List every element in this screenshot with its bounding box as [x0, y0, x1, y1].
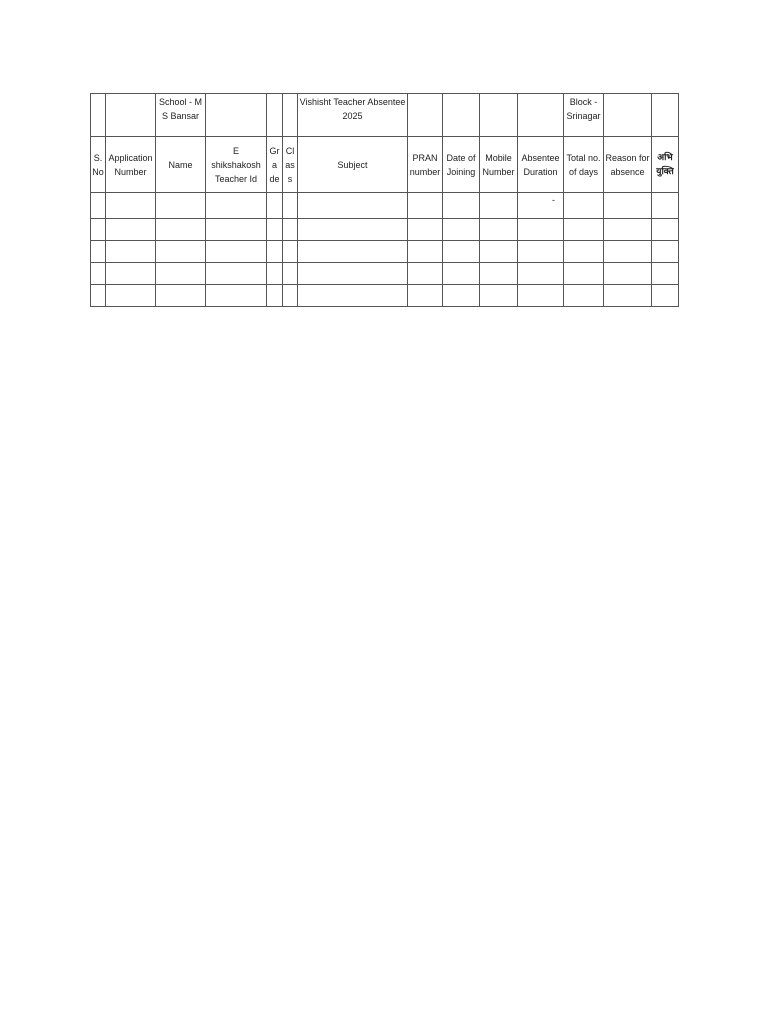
cell: [106, 263, 156, 285]
cell: [267, 285, 283, 307]
school-label: School - M S Bansar: [156, 94, 206, 137]
cell: [283, 241, 298, 263]
header-total-days: Total no. of days: [564, 137, 604, 193]
cell: [267, 94, 283, 137]
cell: [283, 285, 298, 307]
cell: [283, 193, 298, 219]
cell: [267, 219, 283, 241]
cell: [480, 263, 518, 285]
cell: [106, 193, 156, 219]
cell: [604, 219, 652, 241]
header-mobile: Mobile Number: [480, 137, 518, 193]
header-subject: Subject: [298, 137, 408, 193]
cell: [604, 285, 652, 307]
cell: [91, 285, 106, 307]
cell: [298, 285, 408, 307]
cell: [408, 94, 443, 137]
title-row: [91, 94, 679, 137]
cell: [206, 193, 267, 219]
cell: [564, 241, 604, 263]
cell: [156, 241, 206, 263]
cell: [443, 94, 480, 137]
cell: [652, 219, 679, 241]
cell: [443, 219, 480, 241]
cell: [480, 94, 518, 137]
cell: [267, 263, 283, 285]
cell: [91, 219, 106, 241]
cell: [564, 285, 604, 307]
cell: [156, 219, 206, 241]
cell: [106, 219, 156, 241]
cell: [206, 219, 267, 241]
cell: [564, 219, 604, 241]
cell: [206, 285, 267, 307]
cell: [604, 94, 652, 137]
header-remarks: अभि युक्ति: [652, 137, 679, 193]
header-row: [91, 137, 679, 193]
table-row: [91, 219, 679, 241]
cell: [91, 241, 106, 263]
cell: [156, 193, 206, 219]
cell: [408, 241, 443, 263]
cell: [564, 263, 604, 285]
header-grade: Gra de: [267, 137, 283, 193]
cell: [106, 241, 156, 263]
table-row: [91, 285, 679, 307]
cell: [206, 94, 267, 137]
cell: [206, 263, 267, 285]
cell: [443, 285, 480, 307]
table-row: [91, 193, 679, 219]
cell: [518, 94, 564, 137]
cell: [652, 94, 679, 137]
cell: [652, 285, 679, 307]
cell: [652, 241, 679, 263]
cell: [480, 285, 518, 307]
absentee-duration-cell: [518, 219, 564, 241]
cell: [604, 241, 652, 263]
cell: [652, 263, 679, 285]
cell: [156, 285, 206, 307]
cell: [91, 193, 106, 219]
cell: [283, 94, 298, 137]
cell: [443, 193, 480, 219]
cell: [408, 263, 443, 285]
cell: [283, 263, 298, 285]
cell: [408, 193, 443, 219]
table-row: [91, 263, 679, 285]
header-absentee-duration: Absentee Duration: [518, 137, 564, 193]
cell: [408, 285, 443, 307]
cell: [206, 241, 267, 263]
cell: [298, 193, 408, 219]
cell: [443, 263, 480, 285]
cell: [564, 193, 604, 219]
cell: [480, 241, 518, 263]
cell: [298, 263, 408, 285]
header-application-number: Application Number: [106, 137, 156, 193]
cell: [283, 219, 298, 241]
cell: [480, 219, 518, 241]
header-class: Cl as s: [283, 137, 298, 193]
absentee-duration-cell: -: [518, 193, 564, 219]
sheet-title: Vishisht Teacher Absentee 2025: [298, 94, 408, 137]
header-pran: PRAN number: [408, 137, 443, 193]
header-teacher-id: E shikshakosh Teacher Id: [206, 137, 267, 193]
header-sno: S. No: [91, 137, 106, 193]
cell: [156, 263, 206, 285]
block-label: Block - Srinagar: [564, 94, 604, 137]
absentee-table: [90, 93, 679, 307]
header-reason: Reason for absence: [604, 137, 652, 193]
cell: [106, 285, 156, 307]
cell: [652, 193, 679, 219]
cell: [408, 219, 443, 241]
cell: [443, 241, 480, 263]
cell: [480, 193, 518, 219]
cell: [106, 94, 156, 137]
absentee-duration-cell: [518, 241, 564, 263]
table-row: [91, 241, 679, 263]
header-date-of-joining: Date of Joining: [443, 137, 480, 193]
cell: [267, 193, 283, 219]
absentee-duration-cell: [518, 285, 564, 307]
cell: [91, 263, 106, 285]
absentee-duration-cell: [518, 263, 564, 285]
cell: [604, 193, 652, 219]
cell: [604, 263, 652, 285]
header-name: Name: [156, 137, 206, 193]
cell: [298, 241, 408, 263]
cell: [267, 241, 283, 263]
cell: [298, 219, 408, 241]
cell: [91, 94, 106, 137]
